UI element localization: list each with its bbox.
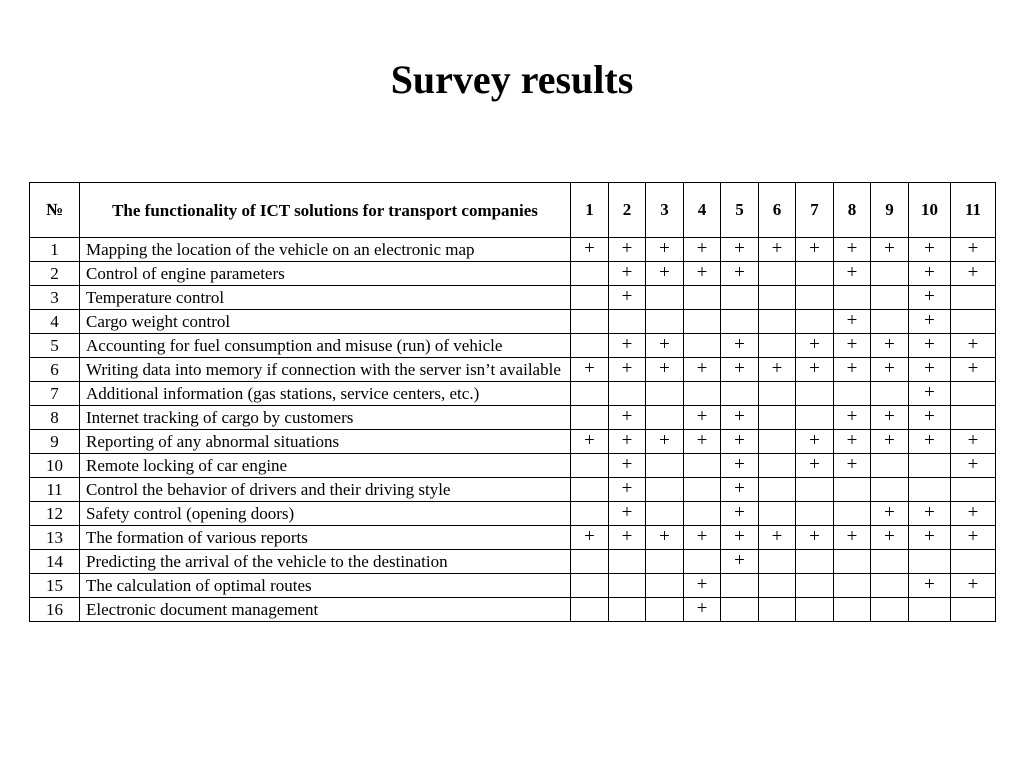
row-number: 3 <box>30 286 80 310</box>
mark-cell-company-10: + <box>909 406 951 430</box>
mark-cell-company-4: + <box>684 430 721 454</box>
row-number: 9 <box>30 430 80 454</box>
mark-cell-company-2: + <box>609 286 646 310</box>
mark-cell-company-2: + <box>609 430 646 454</box>
mark-cell-company-10: + <box>909 430 951 454</box>
mark-cell-company-1 <box>571 310 609 334</box>
mark-cell-company-5: + <box>721 238 759 262</box>
mark-cell-company-1 <box>571 406 609 430</box>
table-row <box>30 454 996 478</box>
mark-cell-company-1 <box>571 454 609 478</box>
mark-cell-company-6 <box>759 550 796 574</box>
header-company-7: 7 <box>796 183 834 238</box>
mark-cell-company-2: + <box>609 454 646 478</box>
table-row <box>30 574 996 598</box>
mark-cell-company-1: + <box>571 430 609 454</box>
mark-cell-company-2: + <box>609 406 646 430</box>
mark-cell-company-9: + <box>871 430 909 454</box>
mark-cell-company-9: + <box>871 358 909 382</box>
mark-cell-company-1 <box>571 574 609 598</box>
mark-cell-company-3 <box>646 502 684 526</box>
mark-cell-company-4 <box>684 310 721 334</box>
mark-cell-company-6 <box>759 478 796 502</box>
mark-cell-company-3 <box>646 406 684 430</box>
mark-cell-company-10: + <box>909 334 951 358</box>
mark-cell-company-9: + <box>871 502 909 526</box>
row-number: 15 <box>30 574 80 598</box>
row-number: 4 <box>30 310 80 334</box>
mark-cell-company-2 <box>609 382 646 406</box>
mark-cell-company-4 <box>684 286 721 310</box>
mark-cell-company-4: + <box>684 574 721 598</box>
mark-cell-company-1: + <box>571 238 609 262</box>
mark-cell-company-5: + <box>721 430 759 454</box>
mark-cell-company-6 <box>759 262 796 286</box>
mark-cell-company-11: + <box>951 262 996 286</box>
mark-cell-company-8 <box>834 382 871 406</box>
header-company-4: 4 <box>684 183 721 238</box>
mark-cell-company-8 <box>834 598 871 622</box>
table-row <box>30 430 996 454</box>
row-number: 5 <box>30 334 80 358</box>
mark-cell-company-7 <box>796 598 834 622</box>
mark-cell-company-8: + <box>834 526 871 550</box>
mark-cell-company-7 <box>796 262 834 286</box>
mark-cell-company-10: + <box>909 382 951 406</box>
mark-cell-company-6: + <box>759 526 796 550</box>
mark-cell-company-7: + <box>796 454 834 478</box>
row-functionality: Cargo weight control <box>80 310 571 334</box>
mark-cell-company-4: + <box>684 598 721 622</box>
table-row <box>30 334 996 358</box>
mark-cell-company-8: + <box>834 454 871 478</box>
table-row <box>30 502 996 526</box>
mark-cell-company-3: + <box>646 430 684 454</box>
mark-cell-company-10 <box>909 478 951 502</box>
mark-cell-company-7 <box>796 310 834 334</box>
row-functionality: Accounting for fuel consumption and misuse (run) of vehicle <box>80 334 571 358</box>
mark-cell-company-11: + <box>951 238 996 262</box>
row-number: 6 <box>30 358 80 382</box>
row-number: 8 <box>30 406 80 430</box>
table-row <box>30 478 996 502</box>
header-number: № <box>30 183 80 238</box>
mark-cell-company-8: + <box>834 334 871 358</box>
mark-cell-company-6 <box>759 430 796 454</box>
row-number: 1 <box>30 238 80 262</box>
mark-cell-company-4: + <box>684 406 721 430</box>
table-row <box>30 526 996 550</box>
mark-cell-company-9 <box>871 286 909 310</box>
row-functionality: Internet tracking of cargo by customers <box>80 406 571 430</box>
mark-cell-company-3 <box>646 598 684 622</box>
mark-cell-company-10 <box>909 454 951 478</box>
mark-cell-company-11 <box>951 286 996 310</box>
row-number: 16 <box>30 598 80 622</box>
mark-cell-company-11: + <box>951 430 996 454</box>
mark-cell-company-4: + <box>684 358 721 382</box>
mark-cell-company-11 <box>951 406 996 430</box>
row-functionality: The calculation of optimal routes <box>80 574 571 598</box>
mark-cell-company-8: + <box>834 310 871 334</box>
row-number: 14 <box>30 550 80 574</box>
mark-cell-company-7 <box>796 382 834 406</box>
header-company-2: 2 <box>609 183 646 238</box>
mark-cell-company-10 <box>909 550 951 574</box>
mark-cell-company-11: + <box>951 502 996 526</box>
mark-cell-company-2: + <box>609 238 646 262</box>
table-body <box>30 238 996 622</box>
mark-cell-company-4 <box>684 502 721 526</box>
mark-cell-company-11 <box>951 478 996 502</box>
mark-cell-company-2 <box>609 550 646 574</box>
header-company-1: 1 <box>571 183 609 238</box>
mark-cell-company-11 <box>951 598 996 622</box>
mark-cell-company-7: + <box>796 238 834 262</box>
header-functionality: The functionality of ICT solutions for transport companies <box>80 183 571 238</box>
mark-cell-company-6 <box>759 310 796 334</box>
mark-cell-company-10: + <box>909 502 951 526</box>
row-number: 12 <box>30 502 80 526</box>
row-number: 2 <box>30 262 80 286</box>
mark-cell-company-7 <box>796 406 834 430</box>
mark-cell-company-2 <box>609 310 646 334</box>
mark-cell-company-10: + <box>909 574 951 598</box>
mark-cell-company-2: + <box>609 262 646 286</box>
mark-cell-company-1 <box>571 382 609 406</box>
mark-cell-company-8 <box>834 502 871 526</box>
mark-cell-company-10: + <box>909 238 951 262</box>
mark-cell-company-3 <box>646 310 684 334</box>
mark-cell-company-1 <box>571 550 609 574</box>
mark-cell-company-5: + <box>721 526 759 550</box>
mark-cell-company-3: + <box>646 358 684 382</box>
mark-cell-company-8: + <box>834 430 871 454</box>
row-number: 7 <box>30 382 80 406</box>
mark-cell-company-4 <box>684 454 721 478</box>
table-row <box>30 286 996 310</box>
row-functionality: Reporting of any abnormal situations <box>80 430 571 454</box>
mark-cell-company-9 <box>871 550 909 574</box>
mark-cell-company-10: + <box>909 358 951 382</box>
header-company-5: 5 <box>721 183 759 238</box>
mark-cell-company-5: + <box>721 454 759 478</box>
mark-cell-company-8 <box>834 550 871 574</box>
mark-cell-company-9 <box>871 262 909 286</box>
mark-cell-company-6 <box>759 334 796 358</box>
mark-cell-company-9: + <box>871 238 909 262</box>
mark-cell-company-4 <box>684 550 721 574</box>
row-functionality: Temperature control <box>80 286 571 310</box>
header-company-8: 8 <box>834 183 871 238</box>
table-row <box>30 262 996 286</box>
mark-cell-company-9 <box>871 478 909 502</box>
mark-cell-company-10: + <box>909 526 951 550</box>
mark-cell-company-2 <box>609 574 646 598</box>
mark-cell-company-1 <box>571 598 609 622</box>
mark-cell-company-6 <box>759 454 796 478</box>
header-company-6: 6 <box>759 183 796 238</box>
row-functionality: Electronic document management <box>80 598 571 622</box>
mark-cell-company-5: + <box>721 550 759 574</box>
mark-cell-company-7 <box>796 286 834 310</box>
row-functionality: Safety control (opening doors) <box>80 502 571 526</box>
mark-cell-company-3: + <box>646 262 684 286</box>
mark-cell-company-9: + <box>871 406 909 430</box>
mark-cell-company-4: + <box>684 238 721 262</box>
mark-cell-company-8 <box>834 574 871 598</box>
mark-cell-company-7: + <box>796 526 834 550</box>
mark-cell-company-2: + <box>609 526 646 550</box>
row-functionality: The formation of various reports <box>80 526 571 550</box>
mark-cell-company-1 <box>571 286 609 310</box>
row-functionality: Predicting the arrival of the vehicle to the destination <box>80 550 571 574</box>
table-row <box>30 406 996 430</box>
mark-cell-company-10: + <box>909 262 951 286</box>
mark-cell-company-8 <box>834 286 871 310</box>
mark-cell-company-4 <box>684 382 721 406</box>
mark-cell-company-5 <box>721 574 759 598</box>
header-company-9: 9 <box>871 183 909 238</box>
row-functionality: Mapping the location of the vehicle on an electronic map <box>80 238 571 262</box>
mark-cell-company-1 <box>571 478 609 502</box>
mark-cell-company-8: + <box>834 238 871 262</box>
row-functionality: Writing data into memory if connection with the server isn’t available <box>80 358 571 382</box>
mark-cell-company-6 <box>759 406 796 430</box>
mark-cell-company-4 <box>684 478 721 502</box>
mark-cell-company-9 <box>871 382 909 406</box>
mark-cell-company-3: + <box>646 334 684 358</box>
mark-cell-company-11: + <box>951 334 996 358</box>
mark-cell-company-11 <box>951 382 996 406</box>
mark-cell-company-9: + <box>871 526 909 550</box>
mark-cell-company-6 <box>759 382 796 406</box>
table-row <box>30 238 996 262</box>
mark-cell-company-9 <box>871 598 909 622</box>
mark-cell-company-7: + <box>796 430 834 454</box>
mark-cell-company-2: + <box>609 334 646 358</box>
mark-cell-company-2: + <box>609 358 646 382</box>
mark-cell-company-3: + <box>646 526 684 550</box>
mark-cell-company-5: + <box>721 478 759 502</box>
row-number: 13 <box>30 526 80 550</box>
mark-cell-company-7 <box>796 502 834 526</box>
mark-cell-company-1: + <box>571 358 609 382</box>
row-number: 10 <box>30 454 80 478</box>
table-row <box>30 310 996 334</box>
mark-cell-company-7: + <box>796 358 834 382</box>
mark-cell-company-1 <box>571 334 609 358</box>
mark-cell-company-11: + <box>951 358 996 382</box>
mark-cell-company-4 <box>684 334 721 358</box>
row-functionality: Additional information (gas stations, service centers, etc.) <box>80 382 571 406</box>
mark-cell-company-3 <box>646 454 684 478</box>
header-company-11: 11 <box>951 183 996 238</box>
mark-cell-company-3 <box>646 382 684 406</box>
mark-cell-company-5 <box>721 598 759 622</box>
mark-cell-company-1 <box>571 502 609 526</box>
mark-cell-company-9 <box>871 454 909 478</box>
table-row <box>30 598 996 622</box>
mark-cell-company-3 <box>646 550 684 574</box>
mark-cell-company-2: + <box>609 478 646 502</box>
mark-cell-company-8 <box>834 478 871 502</box>
page-title: Survey results <box>390 57 634 102</box>
mark-cell-company-3 <box>646 574 684 598</box>
mark-cell-company-9 <box>871 574 909 598</box>
mark-cell-company-10 <box>909 598 951 622</box>
header-company-3: 3 <box>646 183 684 238</box>
table-row <box>30 550 996 574</box>
mark-cell-company-10: + <box>909 286 951 310</box>
mark-cell-company-11 <box>951 550 996 574</box>
mark-cell-company-6 <box>759 598 796 622</box>
row-number: 11 <box>30 478 80 502</box>
header-company-10: 10 <box>909 183 951 238</box>
mark-cell-company-5 <box>721 382 759 406</box>
table-row <box>30 358 996 382</box>
mark-cell-company-6 <box>759 286 796 310</box>
mark-cell-company-11: + <box>951 454 996 478</box>
mark-cell-company-5 <box>721 286 759 310</box>
row-functionality: Control the behavior of drivers and their driving style <box>80 478 571 502</box>
mark-cell-company-6 <box>759 502 796 526</box>
mark-cell-company-5: + <box>721 406 759 430</box>
survey-table <box>29 182 996 622</box>
mark-cell-company-9 <box>871 310 909 334</box>
mark-cell-company-1: + <box>571 526 609 550</box>
mark-cell-company-9: + <box>871 334 909 358</box>
mark-cell-company-2: + <box>609 502 646 526</box>
mark-cell-company-11: + <box>951 526 996 550</box>
mark-cell-company-11: + <box>951 574 996 598</box>
mark-cell-company-6: + <box>759 358 796 382</box>
mark-cell-company-7 <box>796 574 834 598</box>
mark-cell-company-3: + <box>646 238 684 262</box>
mark-cell-company-2 <box>609 598 646 622</box>
row-functionality: Control of engine parameters <box>80 262 571 286</box>
mark-cell-company-5: + <box>721 334 759 358</box>
mark-cell-company-5: + <box>721 262 759 286</box>
mark-cell-company-6: + <box>759 238 796 262</box>
mark-cell-company-5: + <box>721 502 759 526</box>
mark-cell-company-7 <box>796 550 834 574</box>
mark-cell-company-1 <box>571 262 609 286</box>
mark-cell-company-4: + <box>684 526 721 550</box>
mark-cell-company-7 <box>796 478 834 502</box>
mark-cell-company-3 <box>646 286 684 310</box>
mark-cell-company-8: + <box>834 262 871 286</box>
mark-cell-company-10: + <box>909 310 951 334</box>
mark-cell-company-11 <box>951 310 996 334</box>
table-row <box>30 382 996 406</box>
mark-cell-company-4: + <box>684 262 721 286</box>
mark-cell-company-5 <box>721 310 759 334</box>
mark-cell-company-8: + <box>834 358 871 382</box>
row-functionality: Remote locking of car engine <box>80 454 571 478</box>
header-row <box>30 183 996 238</box>
mark-cell-company-7: + <box>796 334 834 358</box>
mark-cell-company-5: + <box>721 358 759 382</box>
mark-cell-company-8: + <box>834 406 871 430</box>
mark-cell-company-6 <box>759 574 796 598</box>
mark-cell-company-3 <box>646 478 684 502</box>
